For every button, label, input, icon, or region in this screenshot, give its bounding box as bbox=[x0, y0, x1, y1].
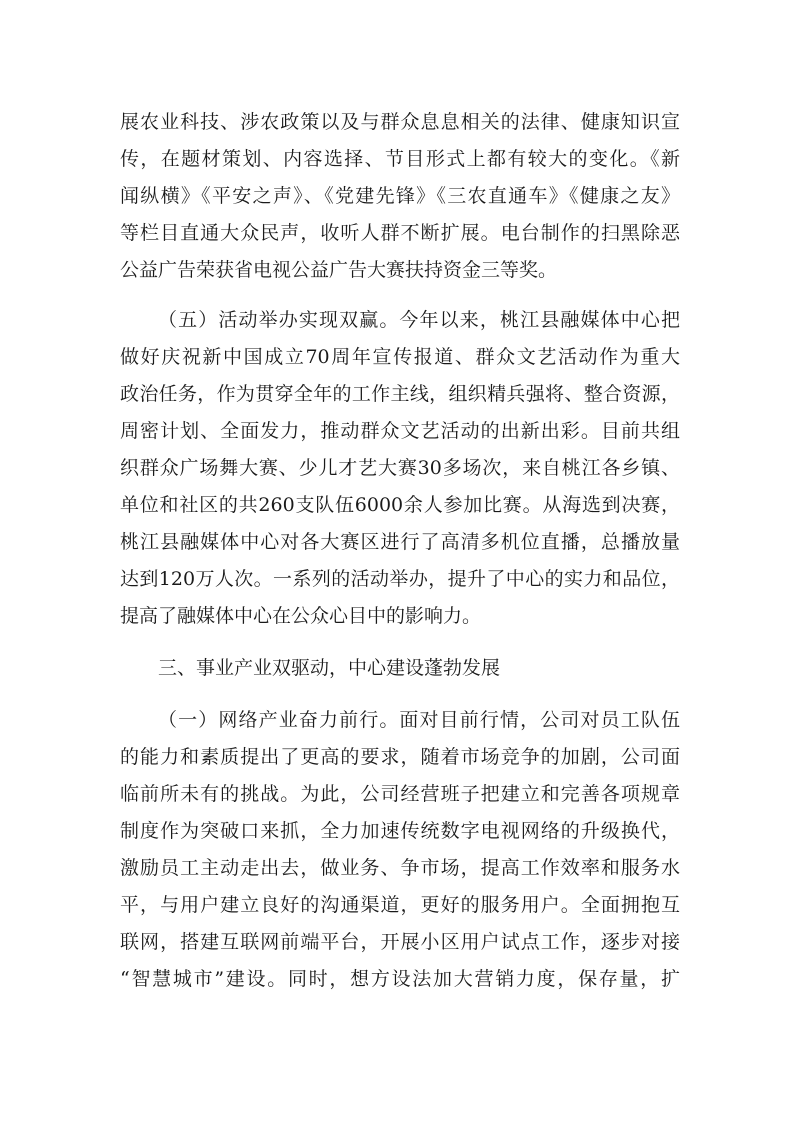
text-line: 周密计划、全面发力，推动群众文艺活动的出新出彩。目前共组 bbox=[120, 420, 680, 442]
text-line: （五）活动举办实现双赢。今年以来，桃江县融媒体中心把 bbox=[158, 309, 680, 331]
text-line: 联网，搭建互联网前端平台，开展小区用户试点工作，逐步对接 bbox=[120, 931, 680, 953]
text-line: 展农业科技、涉农政策以及与群众息息相关的法律、健康知识宣 bbox=[120, 111, 680, 133]
text-line: 制度作为突破口来抓，全力加速传统数字电视网络的升级换代， bbox=[120, 820, 680, 842]
text-line: 临前所未有的挑战。为此，公司经营班子把建立和完善各项规章 bbox=[120, 783, 680, 805]
text-line: 桃江县融媒体中心对各大赛区进行了高清多机位直播，总播放量 bbox=[120, 531, 680, 553]
text-line: 传，在题材策划、内容选择、节目形式上都有较大的变化。《新 bbox=[120, 148, 680, 170]
text-line: 公益广告荣获省电视公益广告大赛扶持资金三等奖。 bbox=[120, 259, 558, 281]
section-heading: 三、事业产业双驱动，中心建设蓬勃发展 bbox=[158, 657, 501, 679]
text-line: 做好庆祝新中国成立70周年宣传报道、群众文艺活动作为重大 bbox=[120, 346, 680, 368]
text-line: 激励员工主动走出去，做业务、争市场，提高工作效率和服务水 bbox=[120, 857, 680, 879]
text-line: 织群众广场舞大赛、少儿才艺大赛30多场次，来自桃江各乡镇、 bbox=[120, 457, 680, 479]
text-line: 提高了融媒体中心在公众心目中的影响力。 bbox=[120, 605, 482, 627]
text-line: 单位和社区的共260支队伍6000余人参加比赛。从海选到决赛， bbox=[120, 494, 680, 516]
text-line: 平，与用户建立良好的沟通渠道，更好的服务用户。全面拥抱互 bbox=[120, 894, 680, 916]
text-line: “智慧城市”建设。同时，想方设法加大营销力度，保存量，扩 bbox=[120, 968, 680, 990]
text-line: （一）网络产业奋力前行。面对目前行情，公司对员工队伍 bbox=[158, 709, 680, 731]
text-line: 的能力和素质提出了更高的要求，随着市场竞争的加剧，公司面 bbox=[120, 746, 680, 768]
text-line: 等栏目直通大众民声，收听人群不断扩展。电台制作的扫黑除恶 bbox=[120, 222, 680, 244]
text-line: 政治任务，作为贯穿全年的工作主线，组织精兵强将、整合资源， bbox=[120, 383, 680, 405]
text-line: 闻纵横》《平安之声》、《党建先锋》《三农直通车》《健康之友》 bbox=[120, 185, 680, 207]
text-line: 达到120万人次。一系列的活动举办，提升了中心的实力和品位， bbox=[120, 568, 680, 590]
